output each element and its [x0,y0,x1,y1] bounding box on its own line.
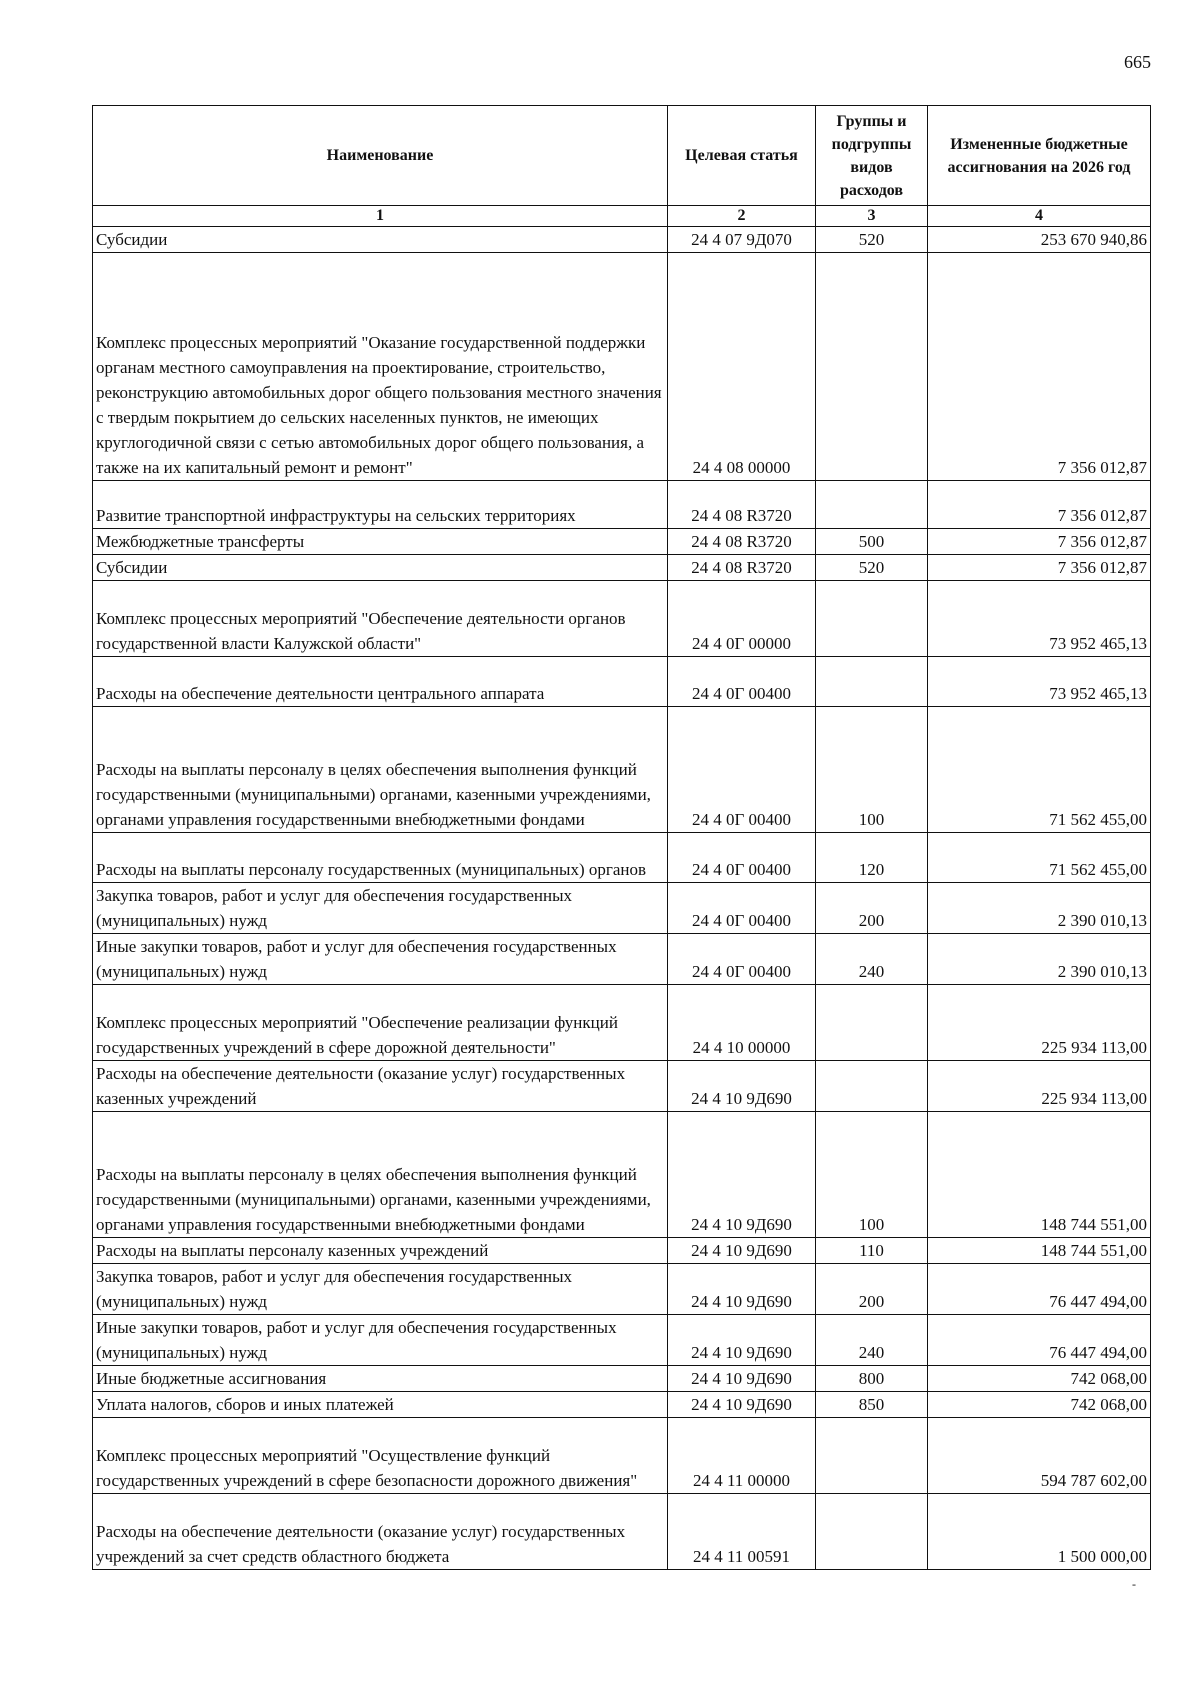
stray-mark: - [1132,1577,1136,1591]
row-code: 24 4 0Г 00400 [668,707,816,833]
table-row [93,1494,1151,1570]
header-row [93,106,1151,206]
row-group: 850 [816,1392,928,1418]
table-row [93,1238,1151,1264]
row-group: 240 [816,1315,928,1366]
table-row [93,1061,1151,1112]
page-number: 665 [1124,52,1151,72]
row-group [816,481,928,529]
table-row [93,833,1151,883]
row-group [816,581,928,657]
table-row [93,529,1151,555]
header-group: Группы и подгруппы видов расходов [816,106,928,206]
row-group: 500 [816,529,928,555]
row-name: Иные закупки товаров, работ и услуг для обеспечения государственных (муниципальных) нужд [93,1315,668,1366]
row-amount: 594 787 602,00 [928,1418,1151,1494]
row-name: Расходы на обеспечение деятельности центрального аппарата [93,657,668,707]
table-row [93,707,1151,833]
row-amount: 225 934 113,00 [928,1061,1151,1112]
row-amount: 76 447 494,00 [928,1264,1151,1315]
row-code: 24 4 10 9Д690 [668,1366,816,1392]
table-row [93,481,1151,529]
row-group [816,1061,928,1112]
row-name: Расходы на выплаты персоналу в целях обеспечения выполнения функций государственными (муниципальными) органами, казенными учреждениями, органами управления государственными внебюджетными фондами [93,707,668,833]
column-number-row [93,206,1151,227]
column-number: 2 [668,206,816,227]
row-code: 24 4 08 00000 [668,253,816,481]
row-name: Расходы на выплаты персоналу государственных (муниципальных) органов [93,833,668,883]
row-amount: 7 356 012,87 [928,555,1151,581]
row-name: Комплекс процессных мероприятий "Обеспечение реализации функций государственных учреждений в сфере дорожной деятельности" [93,985,668,1061]
row-amount: 253 670 940,86 [928,227,1151,253]
row-code: 24 4 0Г 00400 [668,657,816,707]
row-amount: 73 952 465,13 [928,581,1151,657]
table-row [93,253,1151,481]
row-code: 24 4 10 9Д690 [668,1392,816,1418]
row-amount: 76 447 494,00 [928,1315,1151,1366]
row-amount: 742 068,00 [928,1366,1151,1392]
row-amount: 2 390 010,13 [928,883,1151,934]
table-row [93,1315,1151,1366]
row-name: Иные закупки товаров, работ и услуг для обеспечения государственных (муниципальных) нужд [93,934,668,985]
table-row [93,883,1151,934]
row-amount: 1 500 000,00 [928,1494,1151,1570]
column-number: 3 [816,206,928,227]
row-group: 200 [816,883,928,934]
row-group: 800 [816,1366,928,1392]
row-code: 24 4 11 00000 [668,1418,816,1494]
table-row [93,555,1151,581]
row-code: 24 4 0Г 00400 [668,833,816,883]
table-row [93,934,1151,985]
row-name: Иные бюджетные ассигнования [93,1366,668,1392]
row-code: 24 4 08 R3720 [668,555,816,581]
row-code: 24 4 11 00591 [668,1494,816,1570]
row-name: Расходы на выплаты персоналу казенных учреждений [93,1238,668,1264]
row-name: Субсидии [93,555,668,581]
table-row [93,657,1151,707]
budget-table [92,105,1151,1570]
row-name: Комплекс процессных мероприятий "Оказание государственной поддержки органам местного самоуправления на проектирование, строительство, реконструкцию автомобильных дорог общего пользования местного значения с твердым покрытием до сельских населенных пунктов, не имеющих круглогодичной связи с сетью автомобильных дорог общего пользования, а также на их капитальный ремонт и ремонт" [93,253,668,481]
row-group [816,1418,928,1494]
column-number: 1 [93,206,668,227]
row-name: Закупка товаров, работ и услуг для обеспечения государственных (муниципальных) нужд [93,883,668,934]
row-group: 100 [816,707,928,833]
row-group: 520 [816,555,928,581]
row-group [816,985,928,1061]
row-group [816,1494,928,1570]
row-group: 120 [816,833,928,883]
table-row [93,985,1151,1061]
column-number: 4 [928,206,1151,227]
row-amount: 148 744 551,00 [928,1238,1151,1264]
row-code: 24 4 08 R3720 [668,481,816,529]
row-code: 24 4 0Г 00000 [668,581,816,657]
row-amount: 7 356 012,87 [928,253,1151,481]
row-amount: 742 068,00 [928,1392,1151,1418]
row-group: 100 [816,1112,928,1238]
row-name: Субсидии [93,227,668,253]
row-amount: 73 952 465,13 [928,657,1151,707]
row-group: 200 [816,1264,928,1315]
row-name: Комплекс процессных мероприятий "Обеспечение деятельности органов государственной власти Калужской области" [93,581,668,657]
row-code: 24 4 08 R3720 [668,529,816,555]
header-name: Наименование [93,106,668,206]
row-code: 24 4 10 00000 [668,985,816,1061]
row-code: 24 4 10 9Д690 [668,1264,816,1315]
header-amount: Измененные бюджетные ассигнования на 2026 год [928,106,1151,206]
row-amount: 7 356 012,87 [928,481,1151,529]
table-row [93,1264,1151,1315]
row-code: 24 4 10 9Д690 [668,1315,816,1366]
row-group [816,253,928,481]
row-code: 24 4 10 9Д690 [668,1112,816,1238]
row-name: Комплекс процессных мероприятий "Осуществление функций государственных учреждений в сфере безопасности дорожного движения" [93,1418,668,1494]
row-name: Развитие транспортной инфраструктуры на сельских территориях [93,481,668,529]
table-row [93,1418,1151,1494]
row-name: Уплата налогов, сборов и иных платежей [93,1392,668,1418]
header-code: Целевая статья [668,106,816,206]
row-name: Межбюджетные трансферты [93,529,668,555]
row-amount: 225 934 113,00 [928,985,1151,1061]
row-name: Расходы на обеспечение деятельности (оказание услуг) государственных казенных учреждений [93,1061,668,1112]
row-group [816,657,928,707]
row-amount: 7 356 012,87 [928,529,1151,555]
row-group: 110 [816,1238,928,1264]
row-name: Расходы на выплаты персоналу в целях обеспечения выполнения функций государственными (муниципальными) органами, казенными учреждениями, органами управления государственными внебюджетными фондами [93,1112,668,1238]
row-amount: 148 744 551,00 [928,1112,1151,1238]
row-code: 24 4 0Г 00400 [668,934,816,985]
row-name: Закупка товаров, работ и услуг для обеспечения государственных (муниципальных) нужд [93,1264,668,1315]
row-amount: 71 562 455,00 [928,833,1151,883]
row-code: 24 4 0Г 00400 [668,883,816,934]
row-code: 24 4 07 9Д070 [668,227,816,253]
row-amount: 71 562 455,00 [928,707,1151,833]
table-row [93,1392,1151,1418]
table-row [93,1112,1151,1238]
row-group: 240 [816,934,928,985]
row-code: 24 4 10 9Д690 [668,1238,816,1264]
row-amount: 2 390 010,13 [928,934,1151,985]
table-row [93,581,1151,657]
row-name: Расходы на обеспечение деятельности (оказание услуг) государственных учреждений за счет средств областного бюджета [93,1494,668,1570]
row-group: 520 [816,227,928,253]
row-code: 24 4 10 9Д690 [668,1061,816,1112]
table-row [93,1366,1151,1392]
table-row [93,227,1151,253]
